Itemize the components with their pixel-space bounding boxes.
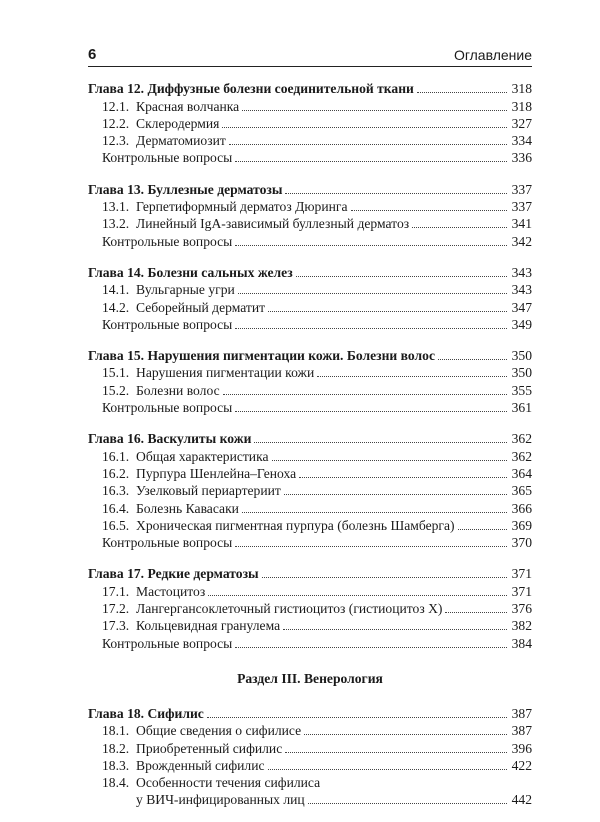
dot-leader [445,612,507,613]
toc-item-row[interactable] [88,381,532,398]
item-title-text: Себорейный дерматит [136,299,266,315]
item-number: 12.3. [102,133,130,149]
dot-leader [284,494,507,495]
dot-leader [296,276,507,277]
dot-leader [299,477,507,478]
item-title-text: Герпетиформный дерматоз Дюринга [136,199,348,215]
item-number: 18.3. [102,757,130,773]
dot-leader [268,769,507,770]
item-title [88,299,265,316]
item-title [88,583,205,600]
toc-item-row[interactable] [88,722,532,739]
toc-item-row[interactable] [88,617,532,634]
toc-item-row[interactable] [88,499,532,516]
item-number: 15.1. [102,365,130,381]
item-number: 17.3. [102,618,130,634]
item-title [88,198,348,215]
dot-leader [235,328,507,329]
toc-item-row[interactable] [88,582,532,599]
toc-chapter-row[interactable] [88,430,532,447]
questions-title: Контрольные вопросы [102,400,233,416]
chapter-block [88,180,532,249]
item-title [88,132,226,149]
toc-item-row[interactable] [88,298,532,315]
item-number: 16.1. [102,448,130,464]
chapter-title: Глава 17. Редкие дерматозы [88,566,259,582]
item-number: 17.2. [102,601,130,617]
page-ref: 371 [511,583,532,599]
item-number: 13.1. [102,199,130,215]
dot-leader [304,734,507,735]
dot-leader [235,161,507,162]
page-ref: 349 [511,316,532,332]
toc-item-row[interactable] [88,757,532,774]
page-ref: 318 [511,98,532,114]
toc-questions-row[interactable] [88,316,532,333]
questions-title: Контрольные вопросы [102,150,233,166]
item-number: 16.3. [102,483,130,499]
item-title-text: Лангергансоклеточный гистиоцитоз (гистиоцитоз Х) [136,601,443,617]
toc-item-row[interactable] [88,364,532,381]
item-number: 16.2. [102,465,130,481]
item-title-text: Хроническая пигментная пурпура (болезнь Шамберга) [136,517,455,533]
item-number: 16.5. [102,517,130,533]
chapter-title: Глава 13. Буллезные дерматозы [88,181,283,197]
questions-title: Контрольные вопросы [102,635,233,651]
page-ref: 336 [511,150,532,166]
toc-item-row[interactable] [88,115,532,132]
toc-chapter-row[interactable] [88,705,532,722]
toc-questions-row[interactable] [88,634,532,651]
page-ref: 361 [511,400,532,416]
page-ref: 387 [511,723,532,739]
chapter-block [88,80,532,166]
dot-leader [235,411,507,412]
dot-leader [272,460,507,461]
item-title [88,98,239,115]
toc-item-row[interactable] [88,482,532,499]
item-title-text: Вульгарные угри [136,282,235,298]
page-number: 6 [88,46,97,63]
chapter-title: Глава 16. Васкулиты кожи [88,431,252,447]
item-title-text: Нарушения пигментации кожи [136,365,315,381]
item-title [88,600,442,617]
page-ref: 442 [511,792,532,808]
item-title [88,482,281,499]
dot-leader [242,110,507,111]
toc-chapter-row[interactable] [88,180,532,197]
item-title [88,722,301,739]
chapter-block [88,264,532,333]
toc-item-row[interactable] [88,739,532,756]
item-title-text: Линейный IgA-зависимый буллезный дерматоз [136,216,410,232]
toc-item-row[interactable] [88,447,532,464]
dot-leader [235,546,507,547]
page-ref: 384 [511,635,532,651]
page-ref: 327 [511,115,532,131]
dot-leader [229,144,507,145]
item-number: 12.1. [102,98,130,114]
dot-leader [223,394,507,395]
toc-item-row[interactable] [88,281,532,298]
item-title-text: Пурпура Шенлейна–Геноха [136,465,297,481]
dot-leader [317,376,507,377]
page-ref: 343 [511,282,532,298]
chapter-title: Глава 12. Диффузные болезни соединительной ткани [88,81,414,97]
toc-item-row[interactable] [88,517,532,534]
item-title [88,517,455,534]
toc-questions-row[interactable] [88,399,532,416]
item-number: 16.4. [102,500,130,516]
item-title-line2: у ВИЧ-инфицированных лиц [136,792,305,808]
page-ref: 387 [511,705,532,721]
questions-title: Контрольные вопросы [102,233,233,249]
item-title [88,500,239,517]
chapter-block [88,565,532,651]
item-title [88,465,296,482]
chapter-block [88,430,532,551]
dot-leader [222,127,507,128]
chapter-title: Глава 14. Болезни сальных желез [88,264,293,280]
toc-item-row[interactable] [88,198,532,215]
item-title-text: Приобретенный сифилис [136,740,283,756]
item-title-line1: Особенности течения сифилиса [136,775,321,791]
toc-questions-row[interactable] [88,149,532,166]
chapter-block [88,347,532,416]
page-ref: 342 [511,233,532,249]
item-title-text: Общие сведения о сифилисе [136,723,302,739]
page-ref: 350 [511,365,532,381]
page-ref: 362 [511,448,532,464]
dot-leader [283,629,507,630]
item-number: 18.4. [102,775,130,791]
dot-leader [208,595,507,596]
toc-questions-row[interactable] [88,232,532,249]
page-ref: 382 [511,618,532,634]
item-title-text: Болезнь Кавасаки [136,500,239,516]
item-title [88,448,269,465]
item-title-text: Красная волчанка [136,98,240,114]
questions-title: Контрольные вопросы [102,316,233,332]
toc-item-row[interactable] [88,600,532,617]
dot-leader [308,803,507,804]
page-ref: 347 [511,299,532,315]
item-number: 14.1. [102,282,130,298]
item-title-text: Склеродермия [136,115,220,131]
item-title [88,364,314,381]
chapter-title: Глава 18. Сифилис [88,705,204,721]
toc-chapter-row[interactable] [88,565,532,582]
item-title-text: Кольцевидная гранулема [136,618,281,634]
page-ref: 334 [511,133,532,149]
item-title-text: Врожденный сифилис [136,757,265,773]
page-ref: 337 [511,181,532,197]
toc-item-row[interactable] [88,132,532,149]
questions-title: Контрольные вопросы [102,535,233,551]
item-number: 15.2. [102,382,130,398]
page-ref: 318 [511,81,532,97]
dot-leader [285,752,507,753]
chapter-18 [88,705,532,809]
toc-questions-row[interactable] [88,534,532,551]
dot-leader [238,293,507,294]
item-title [88,740,282,757]
dot-leader [254,442,507,443]
item-title [88,774,320,791]
item-title-text: Узелковый периартериит [136,483,281,499]
page-ref: 396 [511,740,532,756]
toc-item-row[interactable] [88,215,532,232]
running-title: Оглавление [453,47,532,63]
toc-chapter-row[interactable] [88,347,532,364]
item-title [88,215,409,232]
item-number: 18.1. [102,723,130,739]
item-number: 14.2. [102,299,130,315]
item-title-text: Дерматомиозит [136,133,226,149]
item-title [88,757,265,774]
page-ref: 371 [511,566,532,582]
dot-leader [285,193,507,194]
dot-leader [242,512,507,513]
page-ref: 362 [511,431,532,447]
item-number: 13.2. [102,216,130,232]
section-heading: Раздел III. Венерология [237,670,383,686]
dot-leader [268,311,507,312]
item-number: 18.2. [102,740,130,756]
item-number: 17.1. [102,583,130,599]
page-ref: 364 [511,465,532,481]
toc-chapter-row[interactable] [88,264,532,281]
page-ref: 365 [511,483,532,499]
dot-leader [417,92,507,93]
dot-leader [438,359,507,360]
toc-item-row[interactable] [88,465,532,482]
dot-leader [262,577,507,578]
item-title [88,617,280,634]
running-header [88,44,532,67]
dot-leader [351,210,508,211]
page-ref: 370 [511,535,532,551]
page-ref: 343 [511,264,532,280]
page-ref: 376 [511,601,532,617]
item-title-text: Общая характеристика [136,448,269,464]
dot-leader [207,717,507,718]
page-ref: 337 [511,199,532,215]
table-of-contents [88,80,532,822]
dot-leader [458,529,507,530]
page-ref: 366 [511,500,532,516]
toc-item-row[interactable] [88,774,532,791]
page-ref: 341 [511,216,532,232]
dot-leader [235,647,507,648]
page-ref: 355 [511,382,532,398]
chapter-list [88,80,532,652]
item-title [88,382,220,399]
chapter-title: Глава 15. Нарушения пигментации кожи. Болезни волос [88,348,435,364]
item-number: 12.2. [102,115,130,131]
item-title [88,281,235,298]
chapter-18-items [88,722,532,774]
dot-leader [412,227,507,228]
page-ref: 422 [511,757,532,773]
dot-leader [235,245,507,246]
item-title-text: Болезни волос [136,382,220,398]
item-title [88,115,219,132]
page-ref: 369 [511,517,532,533]
toc-item-row-continued[interactable] [88,791,532,808]
page-ref: 350 [511,348,532,364]
toc-item-row[interactable] [88,97,532,114]
item-title-text: Мастоцитоз [136,583,206,599]
toc-chapter-row[interactable] [88,80,532,97]
